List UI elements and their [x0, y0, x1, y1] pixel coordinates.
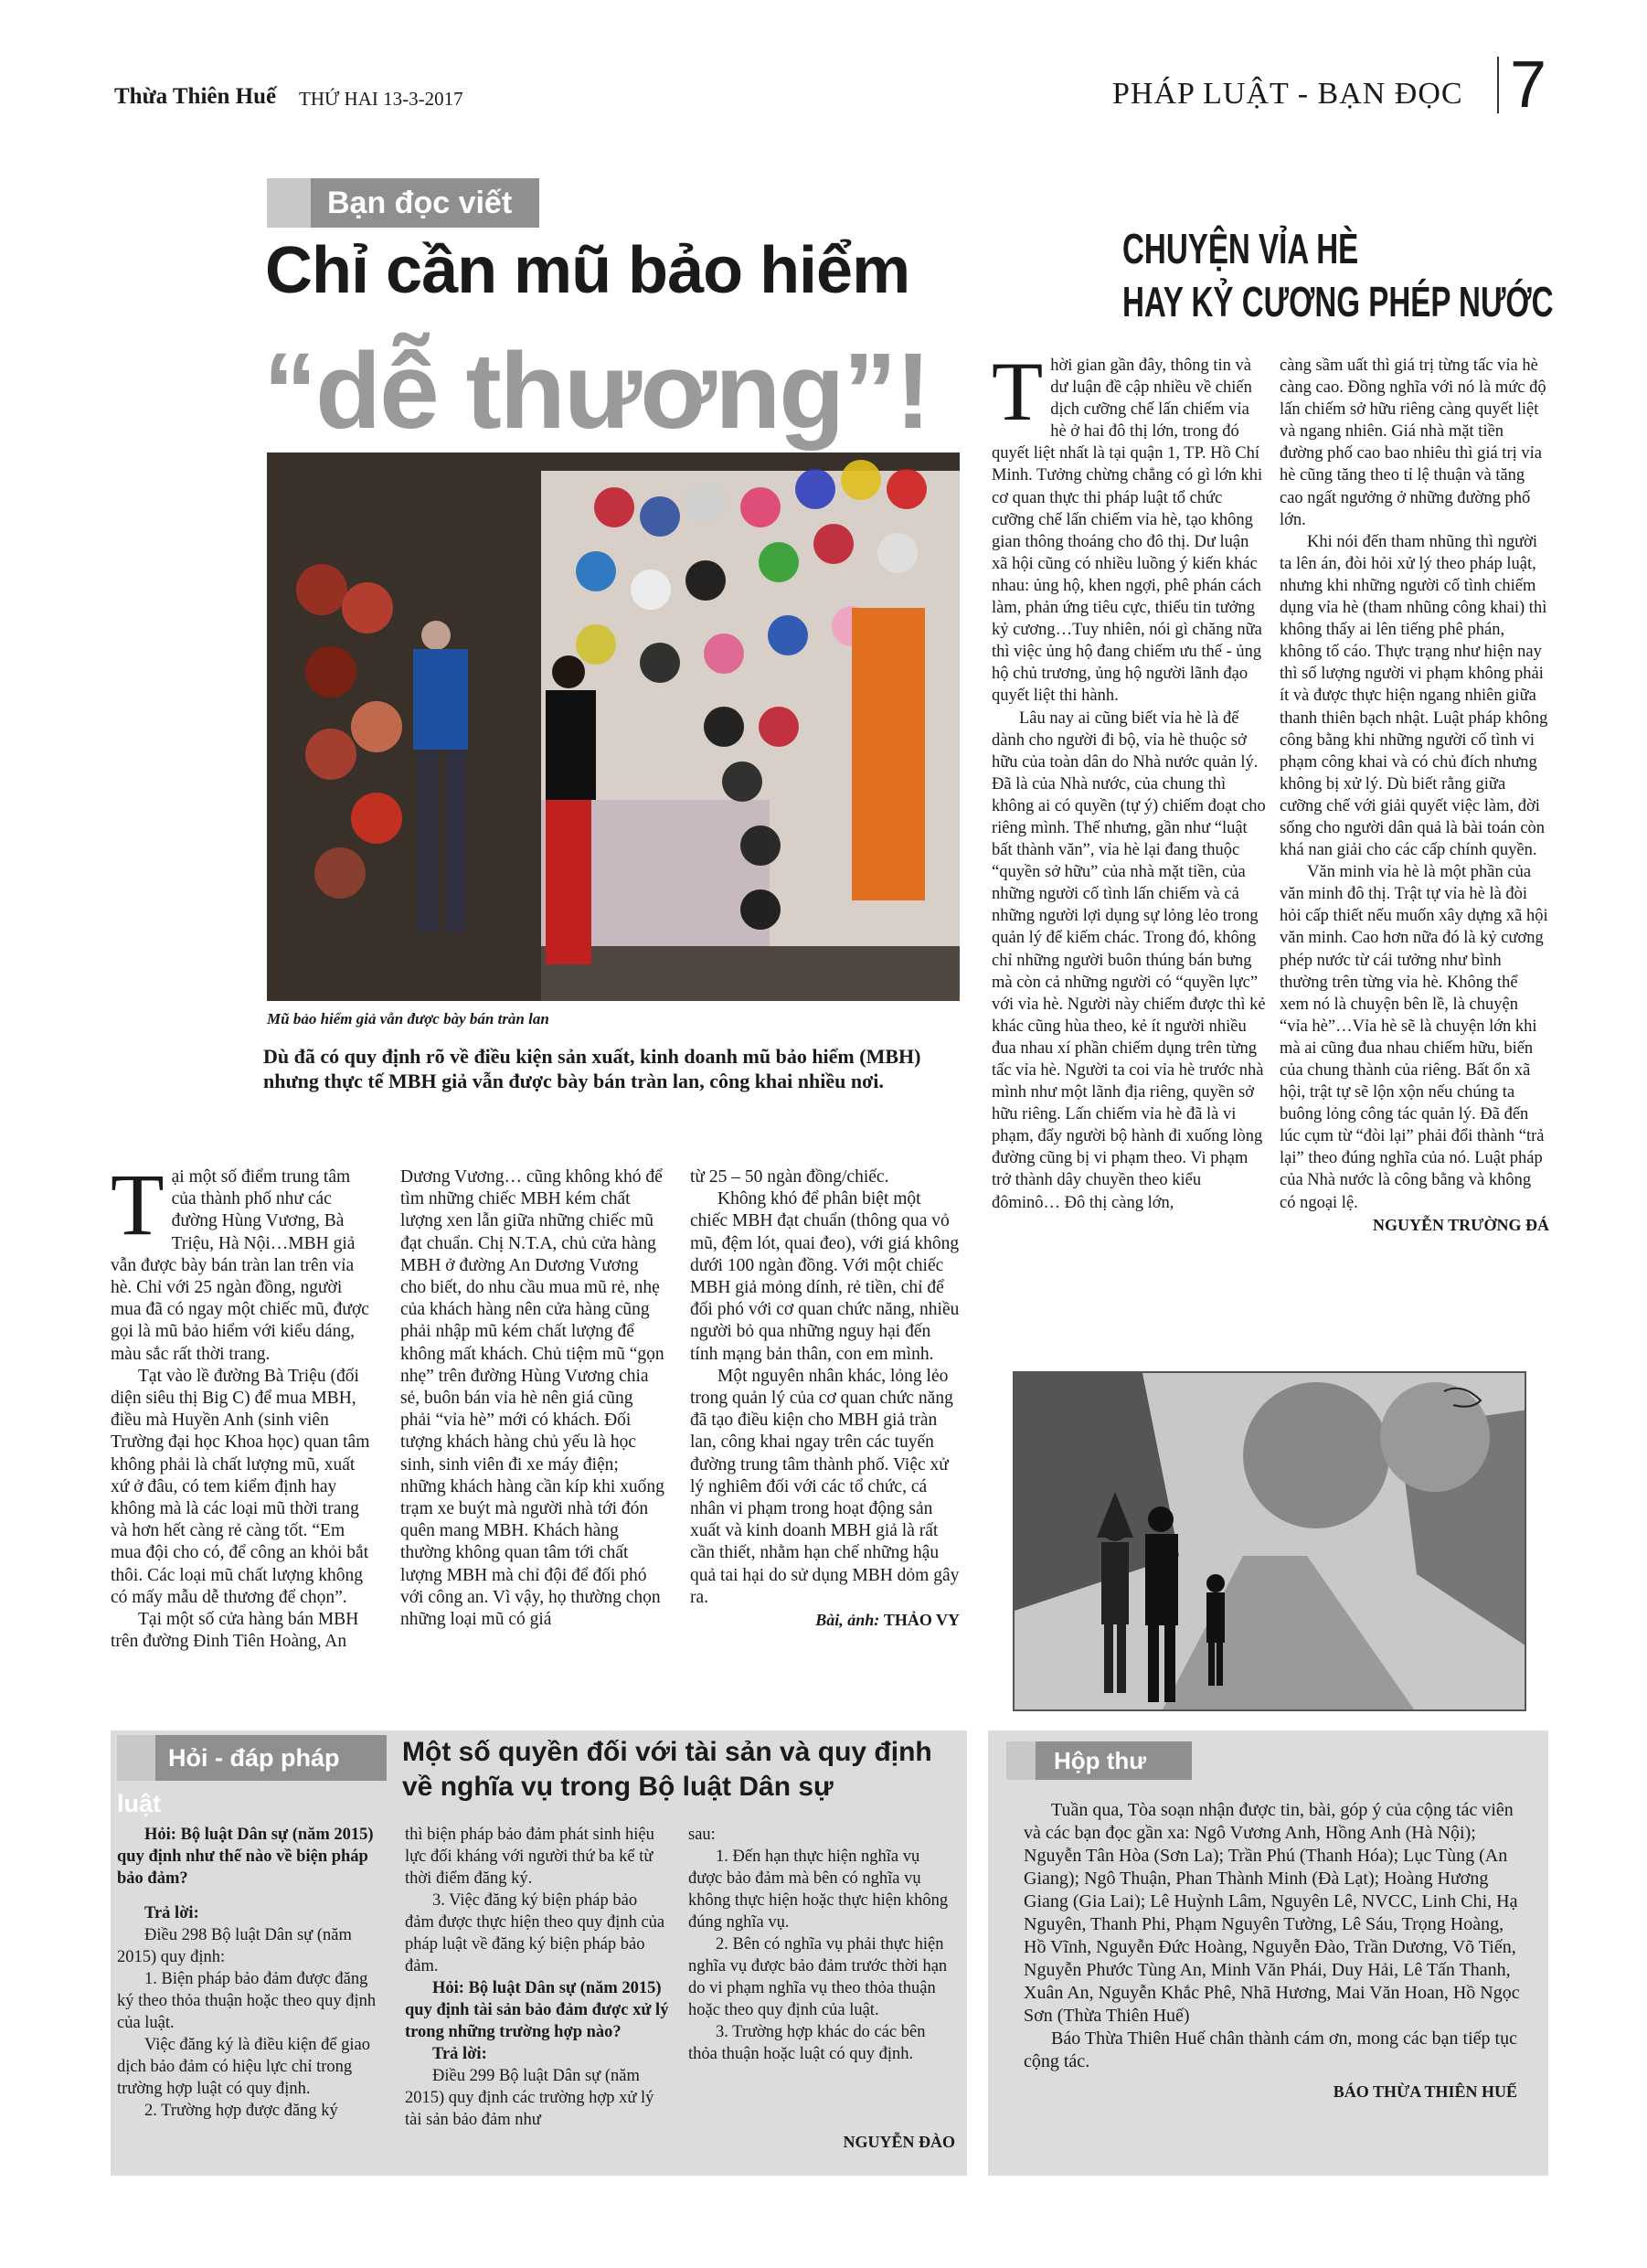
paragraph: Lâu nay ai cũng biết vỉa hè là để dành cho người đi bộ, vỉa hè thuộc sở hữu của toàn dân do Nhà nước quản lý. Đã là của Nhà nước, của chung thì không ai có quyền (tự ý) chiếm đoạt cho riêng mình. Thế nhưng, gần như “luật bất thành văn”, vỉa hè lại đang thuộc “quyền sở hữu” của nhà mặt tiền, của những người cố tình lấn chiếm và cả những người lợi dụng sự lỏng lẻo trong quản lý để kiếm chác. Trong đó, không chỉ những người buôn thúng bán bưng mà còn cả những người có “quyền lực” với vỉa hè. Người này chiếm được thì kẻ khác cũng hùa theo, kẻ ít người nhiều đua nhau xí phần chiếm dụng trên từng tấc vỉa hè. Người ta coi vỉa hè trước nhà mình như một lãnh địa riêng, quyền sở hữu riêng. Lấn chiếm vỉa hè đã là vi phạm, đẩy người bộ hành đi xuống lòng đường cũng bị vi phạm theo. Vi phạm trở thành dây chuyền theo kiểu đôminô… Đô thị càng lớn,: [992, 708, 1266, 1212]
photo-illustration: [267, 453, 960, 1001]
paragraph: 1. Biện pháp bảo đảm được đăng ký theo thỏa thuận hoặc theo quy định của luật.: [117, 1970, 377, 2032]
paragraph: Tại một số cửa hàng bán MBH trên đường Đinh Tiên Hoàng, An: [111, 1610, 359, 1652]
byline: NGUYỄN TRƯỜNG ĐÁ: [1372, 1215, 1549, 1234]
article-lead: Dù đã có quy định rõ về điều kiện sản xuất, kinh doanh mũ bảo hiểm (MBH) nhưng thực tế MBH giả vẫn được bày bán tràn lan, công khai nhiều nơi.: [263, 1045, 921, 1092]
qa-byline: NGUYỄN ĐÀO: [843, 2133, 955, 2151]
section-title: PHÁP LUẬT - BẠN ĐỌC: [1112, 77, 1463, 111]
qa-question: Hỏi: Bộ luật Dân sự (năm 2015) quy định tài sản bảo đảm được xử lý trong những trường hợp nào?: [405, 1979, 669, 2041]
tag-label: Hộp thư: [1054, 1747, 1147, 1774]
qa-col3: [688, 1824, 958, 2065]
paragraph: hời gian gần đây, thông tin và dư luận đề cập nhiều về chiến dịch cưỡng chế lấn chiếm vỉa hè ở hai đô thị lớn, trong đó quyết liệt nhất là tại quận 1, TP. Hồ Chí Minh. Tưởng chừng chẳng có gì lớn khi cơ quan thực thi pháp luật tổ chức cưỡng chế lấn chiếm vỉa hè, tạo không gian thông thoáng cho đô thị. Dư luận xã hội cũng có nhiều luồng ý kiến khác nhau: ủng hộ, khen ngợi, phê phán cách làm, phản ứng tiêu cực, thiếu tin tưởng kỷ cương…Tuy nhiên, nói gì chăng nữa thì việc ủng hộ đang chiếm ưu thế - ủng hộ chủ trương, ủng hộ người lãnh đạo quyết liệt thi hành.: [992, 357, 1263, 706]
drop-cap: T: [992, 345, 1044, 438]
paper-name: Thừa Thiên Huế: [114, 84, 277, 109]
tag-stub: [1006, 1741, 1036, 1780]
tag-stub: [117, 1735, 155, 1781]
mailbox-body: [1024, 1799, 1522, 2103]
byline-name: THẢO VY: [883, 1611, 960, 1630]
qa-col1: [117, 1824, 377, 2122]
byline: [690, 1609, 960, 1631]
paragraph: 3. Việc đăng ký biện pháp bảo đảm được thực hiện theo quy định của pháp luật về đăng ký biện pháp bảo đảm.: [405, 1891, 665, 1975]
helmet-shop-photo: [267, 453, 960, 1001]
drop-cap: T: [111, 1155, 165, 1253]
paragraph: Tuần qua, Tòa soạn nhận được tin, bài, góp ý của cộng tác viên và các bạn đọc gần xa: Ngô Vương Anh, Hồng Anh (Hà Nội); Nguyễn Tân Hòa (Sơn La); Trần Phú (Thanh Hóa); Lục Tùng (An Giang); Ngô Thuận, Phan Thành Minh (Đà Lạt); Hoàng Hương Giang (Gia Lai); Lê Huỳnh Lâm, Nguyên Lê, NVCC, Linh Chi, Hạ Nguyên, Thanh Phi, Phạm Nguyên Tường, Lê Sáu, Trọng Hoàng, Hồ Vĩnh, Nguyễn Đức Hoàng, Nguyễn Đào, Trần Dương, Võ Tiến, Nguyễn Phước Tùng An, Minh Văn Phái, Duy Hải, Lê Tấn Thanh, Xuân An, Nguyễn Khắc Phê, Nhã Hương, Mai Văn Hoan, Hồ Ngọc Sơn (Thừa Thiên Huế): [1024, 1800, 1520, 2026]
byline-label: Bài, ảnh:: [815, 1611, 880, 1630]
paragraph: Không khó để phân biệt một chiếc MBH đạt chuẩn (thông qua vỏ mũ, đệm lót, quai đeo), với giá không dưới 100 ngàn đồng. Với một chiếc MBH giả mỏng dính, rẻ tiền, chỉ để đối phó với cơ quan chức năng, nhiều người bỏ qua những nguy hại đến tính mạng bản thân, con em mình.: [690, 1189, 960, 1364]
paragraph: 2. Bên có nghĩa vụ phải thực hiện nghĩa vụ được bảo đảm trước thời hạn do vi phạm nghĩa vụ theo thỏa thuận hoặc theo quy định của luật.: [688, 1935, 948, 2019]
qa-title: Một số quyền đối với tài sản và quy định về nghĩa vụ trong Bộ luật Dân sự: [402, 1737, 932, 1802]
paragraph: Dương Vương… cũng không khó để tìm những chiếc MBH kém chất lượng xen lẫn giữa những chiếc mũ đạt chuẩn. Chị N.T.A, chủ cửa hàng MBH ở đường An Dương Vương cho biết, do nhu cầu mua mũ rẻ, nhẹ của khách hàng nên cửa hàng cũng phải nhập mũ kém chất lượng để không mất khách. Chủ tiệm mũ “gọn nhẹ” trên đường Hùng Vương chia sẻ, buôn bán vỉa hè nên giá cũng phải “vỉa hè” mới có khách. Đối tượng khách hàng chủ yếu là học sinh, sinh viên đi xe máy điện; những khách hàng cần kíp khi xuống trạm xe buýt mà người nhà tới đón quên mang MBH. Khách hàng thường không quan tâm tới chất lượng MBH mà chỉ đội để đối phó với công an. Vì vậy, họ thường chọn những loại mũ có giá: [400, 1167, 664, 1630]
side-article-title: [1122, 222, 1554, 328]
main-article-col1: [111, 1155, 374, 1653]
paragraph: Việc đăng ký là điều kiện để giao dịch bảo đảm có hiệu lực chỉ trong trường hợp luật có quy định.: [117, 2036, 371, 2098]
paragraph: từ 25 – 50 ngàn đồng/chiếc.: [690, 1167, 889, 1187]
header-divider: [1497, 57, 1499, 113]
paragraph: Một nguyên nhân khác, lỏng lẻo trong quản lý của cơ quan chức năng đã tạo điều kiện cho MBH giả tràn lan, công khai ngay trên các tuyến đường trung tâm thành phố. Việc xử lý nghiêm đối với các tổ chức, cá nhân vi phạm trong hoạt động sản xuất và kinh doanh MBH giả là rất cần thiết, nhằm hạn chế những hậu quả tai hại do sử dụng MBH dỏm gây ra.: [690, 1366, 960, 1607]
paragraph: thì biện pháp bảo đảm phát sinh hiệu lực đối kháng với người thứ ba kể từ thời điểm đăng ký.: [405, 1826, 654, 1888]
side-title-line1: CHUYỆN VỈA HÈ: [1122, 225, 1359, 272]
paragraph: càng sầm uất thì giá trị từng tấc vỉa hè càng cao. Đồng nghĩa với nó là mức độ lấn chiếm sở hữu riêng càng quyết liệt và ngang nhiên. Giá nhà mặt tiền đường phố cao bao nhiêu thì giá trị vỉa hè cũng tăng theo tỉ lệ thuận và tăng cao ngất ngưởng ở những đường phố lớn.: [1280, 357, 1546, 529]
qa-question: Trả lời:: [432, 2045, 487, 2063]
main-article-col3: [690, 1166, 960, 1631]
paragraph: Văn minh vỉa hè là một phần của văn minh đô thị. Trật tự vỉa hè là đòi hỏi cấp thiết nếu muốn xây dựng xã hội văn minh. Cao hơn nữa đó là kỷ cương phép nước từ cái tưởng như bình thường trên từng vỉa hè. Không thể xem nó là chuyện bên lề, là chuyện “vỉa hè”…Vỉa hè sẽ là chuyện lớn khi mà ai cũng đua nhau chiếm hữu, biến của chung thành của riêng. Bất ổn xã hội, trật tự sẽ lộn xộn nếu chúng ta buông lỏng công tác quản lý. Đã đến lúc cụm từ “đòi lại” phải đổi thành “trả lại” theo đúng nghĩa của nó. Luật pháp của Nhà nước là công bằng và không có ngoại lệ.: [1280, 863, 1548, 1212]
mailbox-byline: BÁO THỪA THIÊN HUẾ: [1333, 2082, 1517, 2101]
paragraph: 1. Đến hạn thực hiện nghĩa vụ được bảo đảm mà bên có nghĩa vụ không thực hiện hoặc thực hiện không đúng nghĩa vụ.: [688, 1847, 949, 1932]
paragraph: Điều 299 Bộ luật Dân sự (năm 2015) quy định các trường hợp xử lý tài sản bảo đảm như: [405, 2067, 654, 2129]
paragraph: Tạt vào lề đường Bà Triệu (đối diện siêu thị Big C) để mua MBH, điều mà Huyền Anh (sinh viên Trường đại học Khoa học) quan tâm không phải là chất lượng mũ, xuất xứ ở đâu, có tem kiểm định hay không mà là các loại mũ thời trang và hơn hết càng rẻ càng tốt. “Em mua đội cho có, để công an khỏi bắt thôi. Các loại mũ chất lượng không có mấy mẫu dễ thương để chọn”.: [111, 1366, 370, 1607]
tag-label: Hỏi - đáp pháp luật: [117, 1744, 340, 1817]
qa-question: Hỏi: Bộ luật Dân sự (năm 2015) quy định như thế nào về biện pháp bảo đảm?: [117, 1826, 374, 1888]
tag-stub: [267, 178, 311, 228]
headline-line1: Chỉ cần mũ bảo hiểm: [265, 234, 910, 307]
paragraph: 3. Trường hợp khác do các bên thỏa thuận hoặc luật có quy định.: [688, 2023, 926, 2063]
tag-label: Bạn đọc viết: [327, 186, 513, 220]
photo-caption: Mũ bảo hiểm giả vẫn được bày bán tràn lan: [267, 1010, 549, 1028]
qa-tag: [117, 1735, 387, 1817]
mailbox-tag: [1006, 1741, 1192, 1780]
paragraph: Khi nói đến tham nhũng thì người ta lên án, đòi hỏi xử lý theo pháp luật, nhưng khi những người cố tình chiếm dụng vỉa hè (tham nhũng công khai) thì không thấy ai lên tiếng phê phán, không tố cáo. Thực trạng như hiện nay thì số lượng người vi phạm không phải ít và được thực hiện ngang nhiên giữa thanh thiên bạch nhật. Luật pháp không công bằng khi những người cố tình vi phạm công khai và có chủ đích nhưng không bị xử lý. Dù biết rằng giữa cưỡng chế với giải quyết việc làm, đời sống cho người dân quả là bài toán còn khá nan giải cho các cấp chính quyền.: [1280, 532, 1548, 860]
side-title-line2: HAY KỶ CƯƠNG PHÉP NƯỚC: [1122, 278, 1554, 325]
paragraph: ại một số điểm trung tâm của thành phố như các đường Hùng Vương, Bà Triệu, Hà Nội…MBH giả vẫn được bày bán tràn lan trên vỉa hè. Chỉ với 25 ngàn đồng, người mua đã có ngay một chiếc mũ, được gọi là mũ bảo hiểm với kiểu dáng, màu sắc rất thời trang.: [111, 1167, 369, 1364]
section-tag: [267, 178, 539, 228]
side-article-col1: [992, 345, 1266, 1214]
paragraph: Báo Thừa Thiên Huế chân thành cám ơn, mong các bạn tiếp tục cộng tác.: [1024, 2028, 1517, 2071]
qa-col2: [405, 1824, 670, 2131]
illustration-drawing: [1015, 1373, 1526, 1711]
paragraph: 2. Trường hợp được đăng ký: [144, 2102, 338, 2120]
main-article-col2: [400, 1166, 665, 1631]
side-article-col2: [1280, 355, 1549, 1236]
sidewalk-illustration: [1013, 1371, 1526, 1711]
issue-date: THỨ HAI 13-3-2017: [299, 88, 463, 110]
headline-line2: “dễ thương”!: [263, 331, 930, 452]
qa-question: Trả lời:: [144, 1904, 199, 1922]
paragraph: sau:: [688, 1826, 716, 1844]
paragraph: Điều 298 Bộ luật Dân sự (năm 2015) quy định:: [117, 1926, 352, 1966]
page-number: 7: [1510, 48, 1547, 122]
